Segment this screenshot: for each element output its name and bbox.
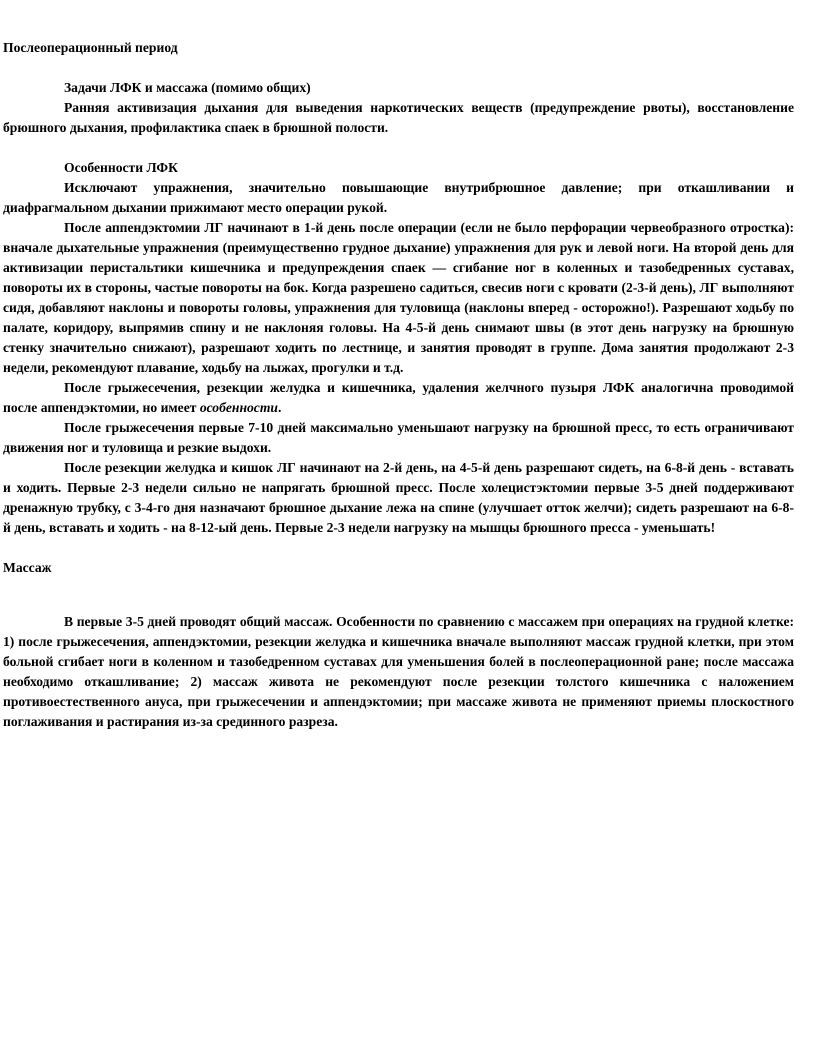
- resection-lead: После резекции желудка и кишок: [64, 460, 274, 475]
- appendectomy-lead: После аппендэктомии: [64, 220, 201, 235]
- features-summary-paragraph: [3, 378, 794, 418]
- hernia-text: первые 7-10 дней максимально уменьшают нагрузку на брюшной пресс, то есть ограничивают движения ног и туловища и резкие выдохи.: [3, 420, 794, 455]
- document-body: [3, 38, 794, 732]
- resection-text: ЛГ начинают на 2-й день, на 4-5-й день разрешают сидеть, на 6-8-й день - вставать и ходить. Первые 2-3 недели сильно не напрягать брюшной пресс.: [3, 460, 794, 495]
- section-title-postoperative: Послеоперационный период: [3, 40, 178, 55]
- features-summary-end: .: [277, 400, 282, 415]
- tasks-heading: Задачи ЛФК и массажа (помимо общих): [64, 80, 311, 95]
- features-paragraph-1: Исключают упражнения, значительно повышающие внутрибрюшное давление; при откашливании и диафрагмальном дыхании прижимают место операции рукой.: [3, 180, 794, 215]
- appendectomy-paragraph: [3, 218, 794, 378]
- appendectomy-text: ЛГ начинают в 1-й день после операции (если не было перфорации червеобразного отростка): вначале дыхательные упражнения (преимущественно грудное дыхание) упражнения для рук и левой ноги. На второй день для активизации перистальтики кишечника и предупреждения спаек — сгибание ног в коленных и тазобедренных суставах, повороты их в стороны, частые повороты на бок. Когда разрешено садиться, свесив ноги с кровати (2-3-й день), ЛГ выполняют сидя, добавляют наклоны и повороты головы, упражнения для туловища (наклоны вперед - осторожно!). Разрешают ходьбу по палате, коридору, выпрямив спину и не наклоняя головы. На 4-5-й день снимают швы (в этот день нагрузку на брюшную стенку значительно снижают), разрешают ходить по лестнице, и занятия проводят в группе. Дома занятия продолжают 2-3 недели, рекомендуют плавание, ходьбу на лыжах, прогулки и т.д.: [3, 220, 794, 375]
- resection-paragraph: [3, 458, 794, 538]
- features-heading: Особенности ЛФК: [64, 160, 178, 175]
- cholecystectomy-text: первые 3-5 дней поддерживают дренажную трубку, с 3-4-го дня назначают брюшное дыхание лежа на спине (улучшает отток желчи); сидеть разрешают на 6-8-й день, вставать и ходить - на 8-12-ый день. Первые 2-3 недели нагрузку на мышцы брюшного пресса - уменьшать!: [3, 480, 794, 535]
- massage-paragraph: В первые 3-5 дней проводят общий массаж. Особенности по сравнению с массажем при операциях на грудной клетке: 1) после грыжесечения, аппендэктомии, резекции желудка и кишечника вначале выполняют массаж грудной клетки, при этом больной сгибает ноги в коленном и тазобедренном суставах для уменьшения болей в послеоперационной ране; после массажа необходимо откашливание; 2) массаж живота не рекомендуют после резекции толстого кишечника с наложением противоестественного ануса, при грыжесечении и аппендэктомии; при массаже живота не применяют приемы плоскостного поглаживания и растирания из-за срединного разреза.: [3, 614, 794, 729]
- section-title-massage: Массаж: [3, 560, 52, 575]
- cholecystectomy-lead: После холецистэктомии: [438, 480, 589, 495]
- tasks-paragraph: Ранняя активизация дыхания для выведения наркотических веществ (предупреждение рвоты), восстановление брюшного дыхания, профилактика спаек в брюшной полости.: [3, 100, 794, 135]
- features-summary-emphasis: особенности: [199, 400, 278, 415]
- hernia-paragraph: [3, 418, 794, 458]
- hernia-lead: После грыжесечения: [64, 420, 195, 435]
- features-summary-text: После грыжесечения, резекции желудка и кишечника, удаления желчного пузыря ЛФК аналогична проводимой после аппендэктомии, но имеет: [3, 380, 794, 415]
